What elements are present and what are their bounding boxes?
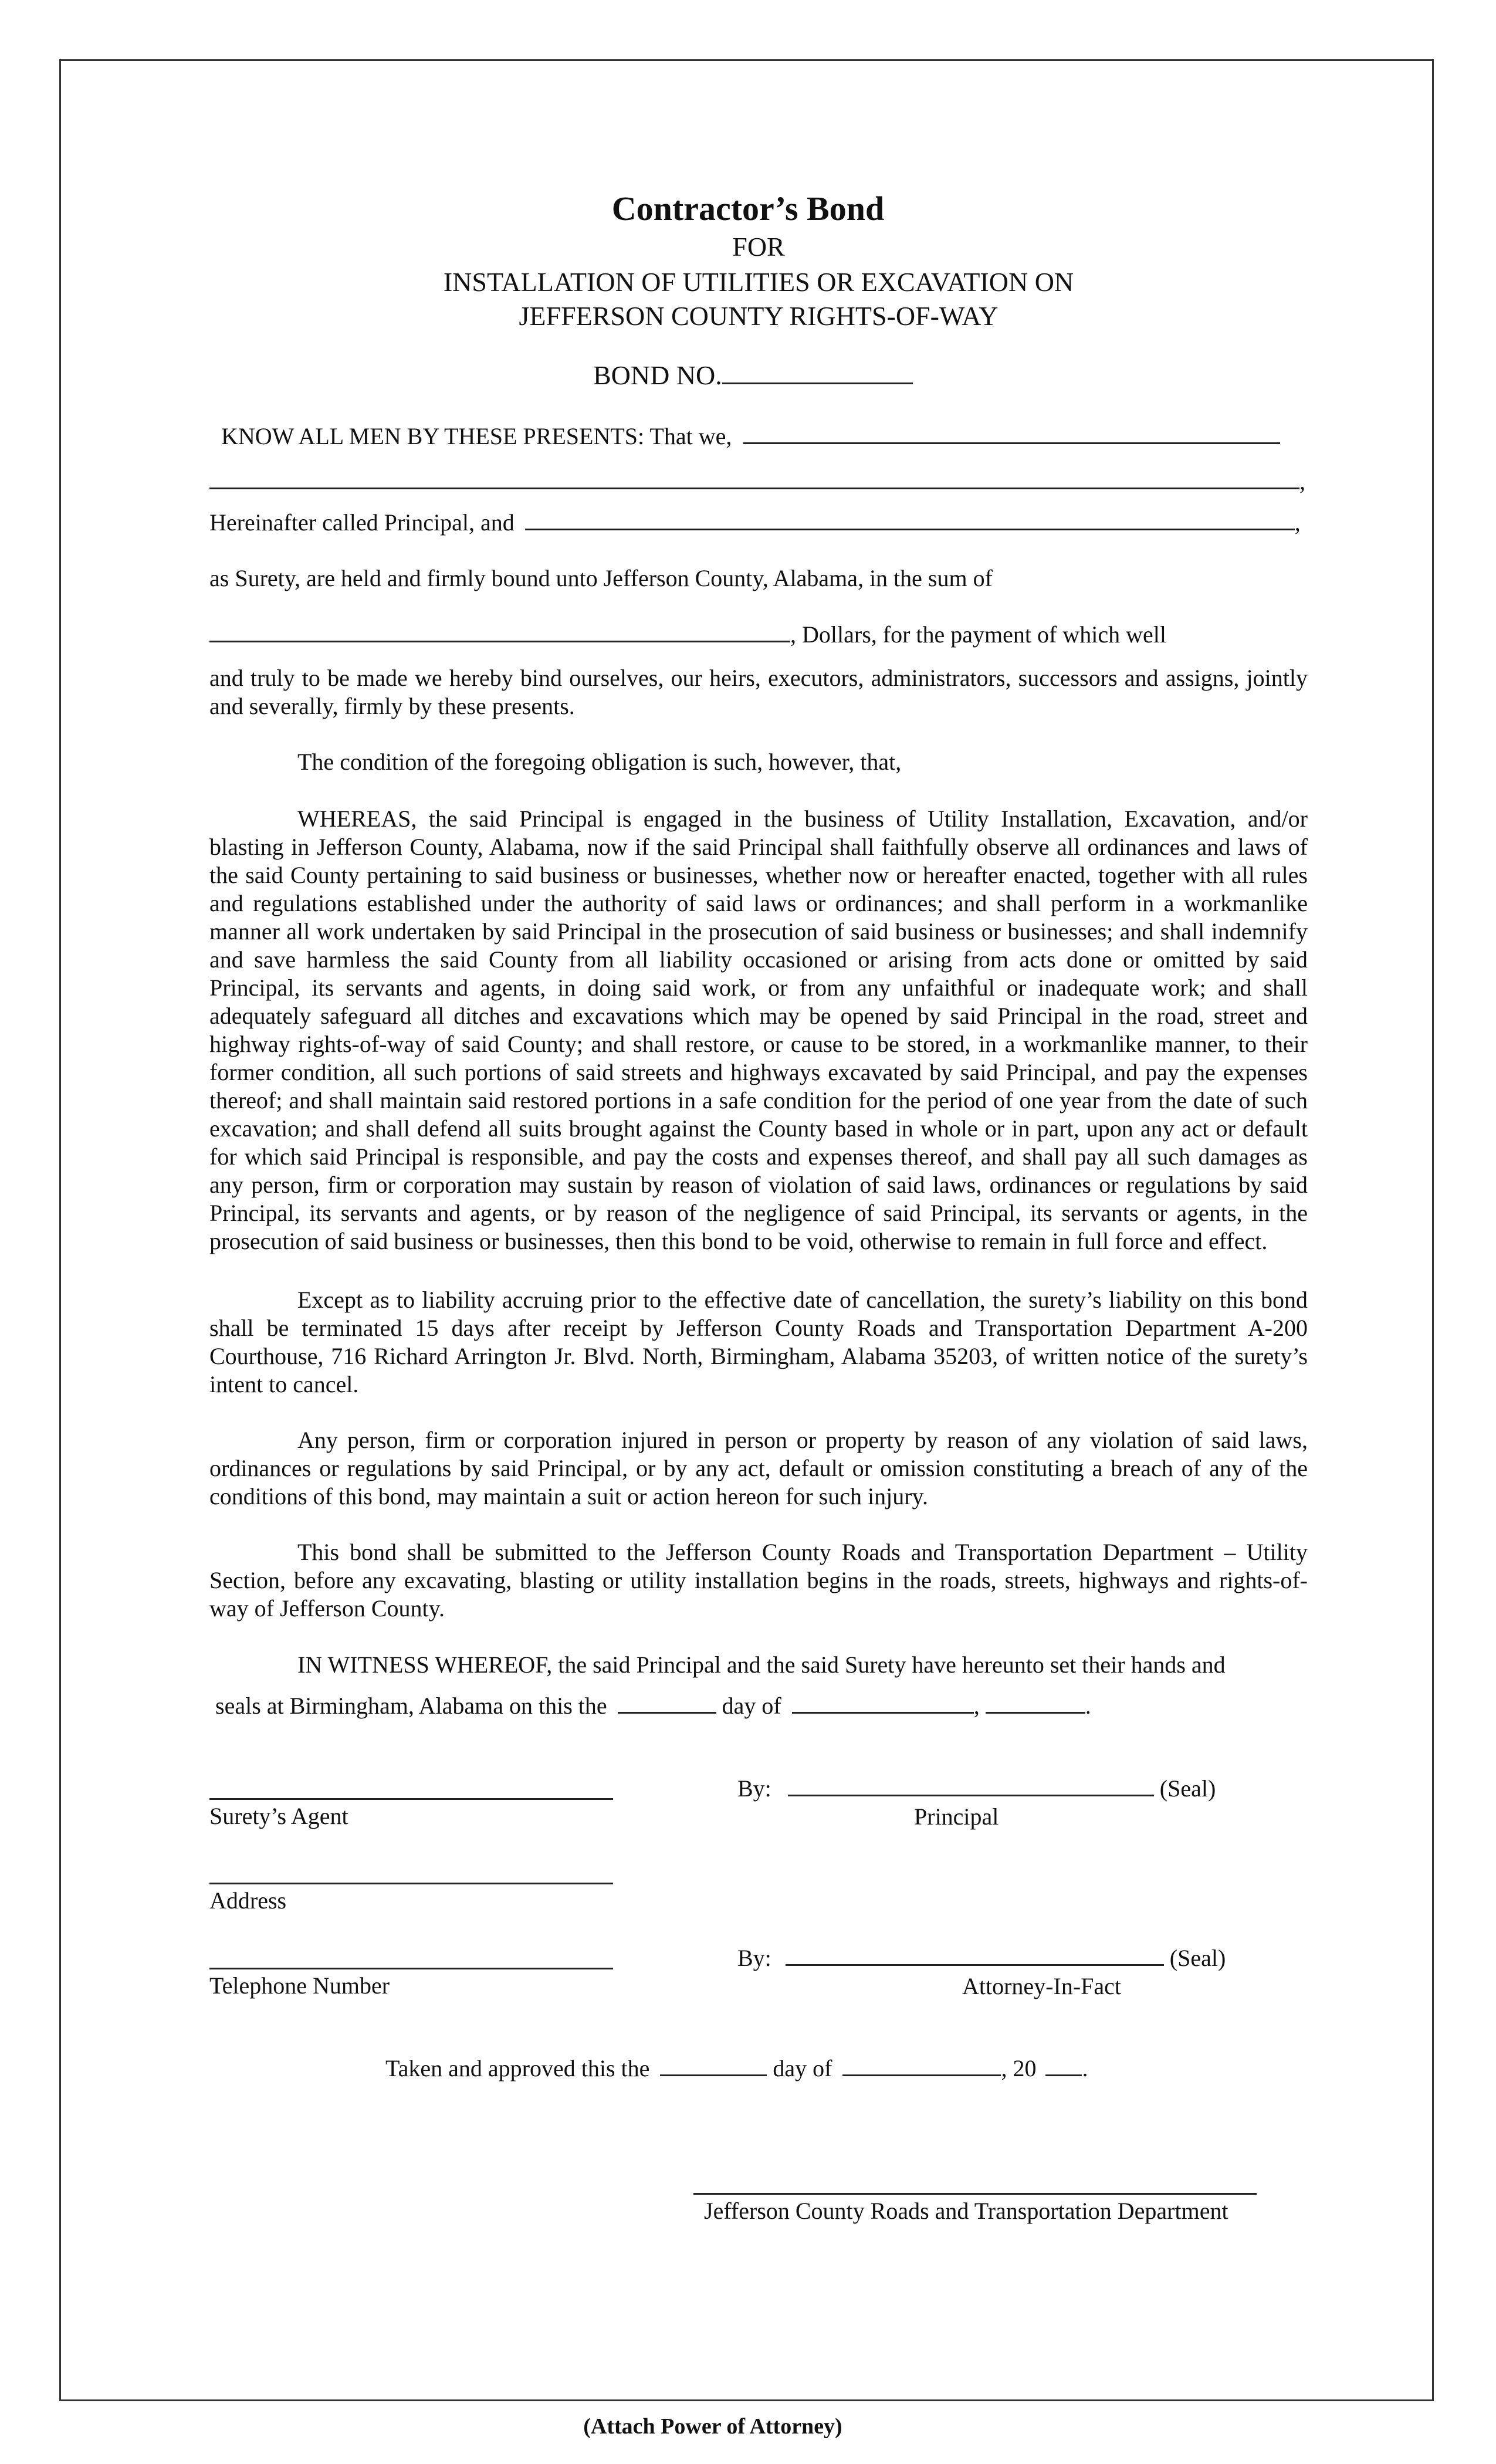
comma: , (973, 1693, 980, 1719)
comma: , (1294, 509, 1301, 536)
title-for: FOR (732, 232, 785, 262)
period: . (1085, 1693, 1091, 1719)
approval-year-field[interactable] (1045, 2074, 1082, 2076)
principal-name-field-2[interactable] (209, 488, 1299, 489)
seals-row (215, 1692, 1091, 1720)
seal-label: (Seal) (1159, 1775, 1216, 1802)
approval-month-field[interactable] (842, 2074, 1001, 2076)
cancellation-paragraph: Except as to liability accruing prior to the effective date of cancellation, the surety’s liability on this bond shall be terminated 15 days after receipt by Jefferson County Roads and Transportation Department A-200 Courthouse, 716 Richard Arrington Jr. Blvd. North, Birmingham, Alabama 35203, of written notice of the surety’s intent to cancel. (209, 1287, 1308, 1397)
period: . (1082, 2055, 1088, 2081)
principal-name-continued-row (209, 468, 1305, 496)
know-all-men-text: KNOW ALL MEN BY THESE PRESENTS: That we, (221, 423, 732, 449)
principal-signature-row (737, 1775, 1216, 1803)
condition-text: The condition of the foregoing obligation is such, however, that, (297, 749, 902, 775)
approval-day-of: day of (773, 2055, 832, 2081)
bond-number-label: BOND NO. (593, 360, 722, 390)
surety-text: as Surety, are held and firmly bound unto Jefferson County, Alabama, in the sum of (209, 565, 993, 591)
seal-day-field[interactable] (618, 1712, 716, 1714)
bond-number-field[interactable] (722, 383, 913, 384)
attorney-label: Attorney-In-Fact (962, 1973, 1122, 1999)
seal-year-field[interactable] (986, 1712, 1085, 1714)
approval-day-field[interactable] (660, 2074, 767, 2076)
whereas-paragraph: WHEREAS, the said Principal is engaged in the business of Utility Installation, Excavation, and/or blasting in Jefferson County, Alabama, now if the said Principal shall faithfully observe all ordinances and laws of the said County pertaining to said business or businesses, whether now or hereafter enacted, together with all rules and regulations established under the authority of said laws or ordinances; and shall perform in a workmanlike manner all work undertaken by said Principal in the prosecution of said business or businesses; and shall indemnify and save harmless the said County from all liability occasioned or arising from acts done or omitted by said Principal, its servants and agents, in doing said work, or from any unfaithful or inadequate work; and shall adequately safeguard all ditches and excavations which may be opened by said Principal in the road, street and highway rights-of-way of said County; and shall restore, or cause to be stored, in a workmanlike manner, to their former condition, all such portions of said streets and highways excavated by said Principal, and pay the expenses thereof; and shall maintain said restored portions in a safe condition for the period of one year from the date of such excavation; and shall defend all suits brought against the County based in whole or in part, upon any act or default for which said Principal is responsible, and pay the costs and expenses thereof, and shall pay all such damages as any person, firm or corporation may sustain by reason of violation of said laws, ordinances or regulations by said Principal, its servants and agents, or by reason of the negligence of said Principal, its servants or agents, in the prosecution of said business or businesses, then this bond to be void, otherwise to remain in full force and effect. (209, 805, 1308, 1254)
seals-text: seals at Birmingham, Alabama on this the (215, 1693, 607, 1719)
seal-month-field[interactable] (792, 1712, 974, 1714)
dollar-amount-field[interactable] (209, 641, 790, 642)
title-line-2: JEFFERSON COUNTY RIGHTS-OF-WAY (519, 301, 999, 331)
telephone-signature-line[interactable] (209, 1968, 613, 1969)
know-all-men-row (221, 422, 1280, 451)
principal-name-field[interactable] (743, 442, 1280, 444)
seal-label: (Seal) (1169, 1945, 1226, 1971)
approval-row (385, 2055, 1088, 2083)
injury-paragraph: Any person, firm or corporation injured in person or property by reason of any violation of said laws, ordinances or regulations by said Principal, or by any act, default or omission constituting a breach of any of the conditions of this bond, may maintain a suit or action hereon for such injury. (209, 1427, 1308, 1509)
principal-signature-line[interactable] (788, 1795, 1154, 1796)
bind-paragraph: and truly to be made we hereby bind ourselves, our heirs, executors, administrators, successors and assigns, jointly and severally, firmly by these presents. (209, 665, 1308, 719)
sureties-agent-label: Surety’s Agent (209, 1803, 348, 1829)
dollars-text: , Dollars, for the payment of which well (790, 621, 1166, 648)
submission-paragraph: This bond shall be submitted to the Jefferson County Roads and Transportation Department – Utility Section, before any excavating, blasting or utility installation begins in the roads, streets, highways and rights-of-way of Jefferson County. (209, 1539, 1308, 1622)
approval-year-prefix: , 20 (1001, 2055, 1037, 2081)
attach-power-of-attorney: (Attach Power of Attorney) (583, 2414, 842, 2439)
title-line-1: INSTALLATION OF UTILITIES OR EXCAVATION ON (443, 267, 1074, 297)
approval-text: Taken and approved this the (385, 2055, 650, 2081)
principal-label: Principal (914, 1803, 999, 1830)
principal-text: Hereinafter called Principal, and (209, 509, 515, 536)
bond-number (593, 361, 913, 390)
attorney-signature-line[interactable] (786, 1964, 1164, 1966)
document-title: Contractor’s Bond (611, 189, 885, 228)
seals-day-of: day of (722, 1693, 781, 1719)
comma: , (1299, 468, 1305, 495)
sureties-agent-signature-line[interactable] (209, 1798, 613, 1800)
address-label: Address (209, 1887, 287, 1914)
principal-row (209, 509, 1301, 537)
dollars-row (209, 621, 1166, 649)
by-label: By: (737, 1775, 771, 1802)
witness-text: IN WITNESS WHEREOF, the said Principal and the said Surety have hereunto set their hands and (297, 1651, 1226, 1678)
by-label: By: (737, 1945, 771, 1971)
address-signature-line[interactable] (209, 1883, 613, 1884)
attorney-signature-row (737, 1944, 1226, 1972)
department-signature-line[interactable] (693, 2193, 1257, 2195)
surety-name-field[interactable] (525, 529, 1295, 530)
telephone-label: Telephone Number (209, 1972, 390, 1999)
department-label: Jefferson County Roads and Transportation Department (704, 2198, 1228, 2224)
